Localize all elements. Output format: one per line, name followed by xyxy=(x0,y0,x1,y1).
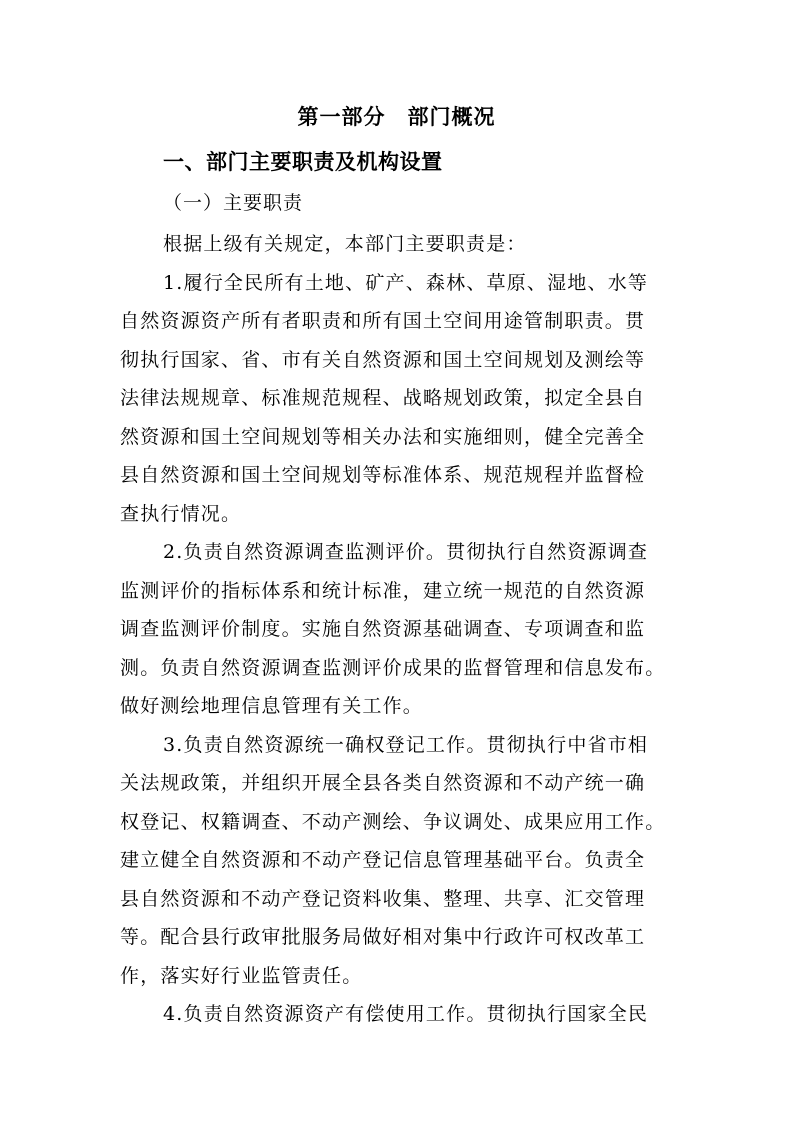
paragraph-line: 等。配合县行政审批服务局做好相对集中行政许可权改革工 xyxy=(120,926,646,948)
paragraph-line: 2.负责自然资源调查监测评价。贯彻执行自然资源调查 xyxy=(163,541,649,563)
paragraph-line: 关法规政策，并组织开展全县各类自然资源和不动产统一确 xyxy=(120,772,646,794)
body-text xyxy=(120,225,680,1034)
subsection-heading: （一）主要职责 xyxy=(163,192,304,214)
page-title: 第一部分 部门概况 xyxy=(297,104,496,129)
paragraph-line: 监测评价的指标体系和统计标准，建立统一规范的自然资源 xyxy=(120,579,646,602)
paragraph-line: 调查监测评价制度。实施自然资源基础调查、专项调查和监 xyxy=(120,618,646,640)
paragraph-line: 然资源和国土空间规划等相关办法和实施细则，健全完善全 xyxy=(120,425,646,448)
paragraph-line: 根据上级有关规定，本部门主要职责是： xyxy=(163,233,527,255)
section-heading: 一、部门主要职责及机构设置 xyxy=(163,149,443,174)
paragraph-line: 做好测绘地理信息管理有关工作。 xyxy=(120,695,424,717)
paragraph-line: 建立健全自然资源和不动产登记信息管理基础平台。负责全 xyxy=(120,849,646,871)
paragraph-line: 查执行情况。 xyxy=(120,502,242,525)
paragraph-line: 县自然资源和不动产登记资料收集、整理、共享、汇交管理 xyxy=(120,887,646,910)
paragraph-line: 县自然资源和国土空间规划等标准体系、规范规程并监督检 xyxy=(120,464,646,486)
paragraph-line: 自然资源资产所有者职责和所有国土空间用途管制职责。贯 xyxy=(120,310,646,332)
paragraph-line: 法律法规规章、标准规范规程、战略规划政策，拟定全县自 xyxy=(120,387,646,409)
paragraph-line: 1.履行全民所有土地、矿产、森林、草原、湿地、水等 xyxy=(163,271,649,294)
paragraph-line: 4.负责自然资源资产有偿使用工作。贯彻执行国家全民 xyxy=(163,1003,649,1025)
paragraph-line: 3.负责自然资源统一确权登记工作。贯彻执行中省市相 xyxy=(163,733,649,756)
paragraph-line: 权登记、权籍调查、不动产测绘、争议调处、成果应用工作。 xyxy=(120,810,666,833)
paragraph-line: 彻执行国家、省、市有关自然资源和国土空间规划及测绘等 xyxy=(120,348,646,371)
paragraph-line: 测。负责自然资源调查监测评价成果的监督管理和信息发布。 xyxy=(120,656,666,679)
paragraph-line: 作，落实好行业监管责任。 xyxy=(120,964,363,987)
